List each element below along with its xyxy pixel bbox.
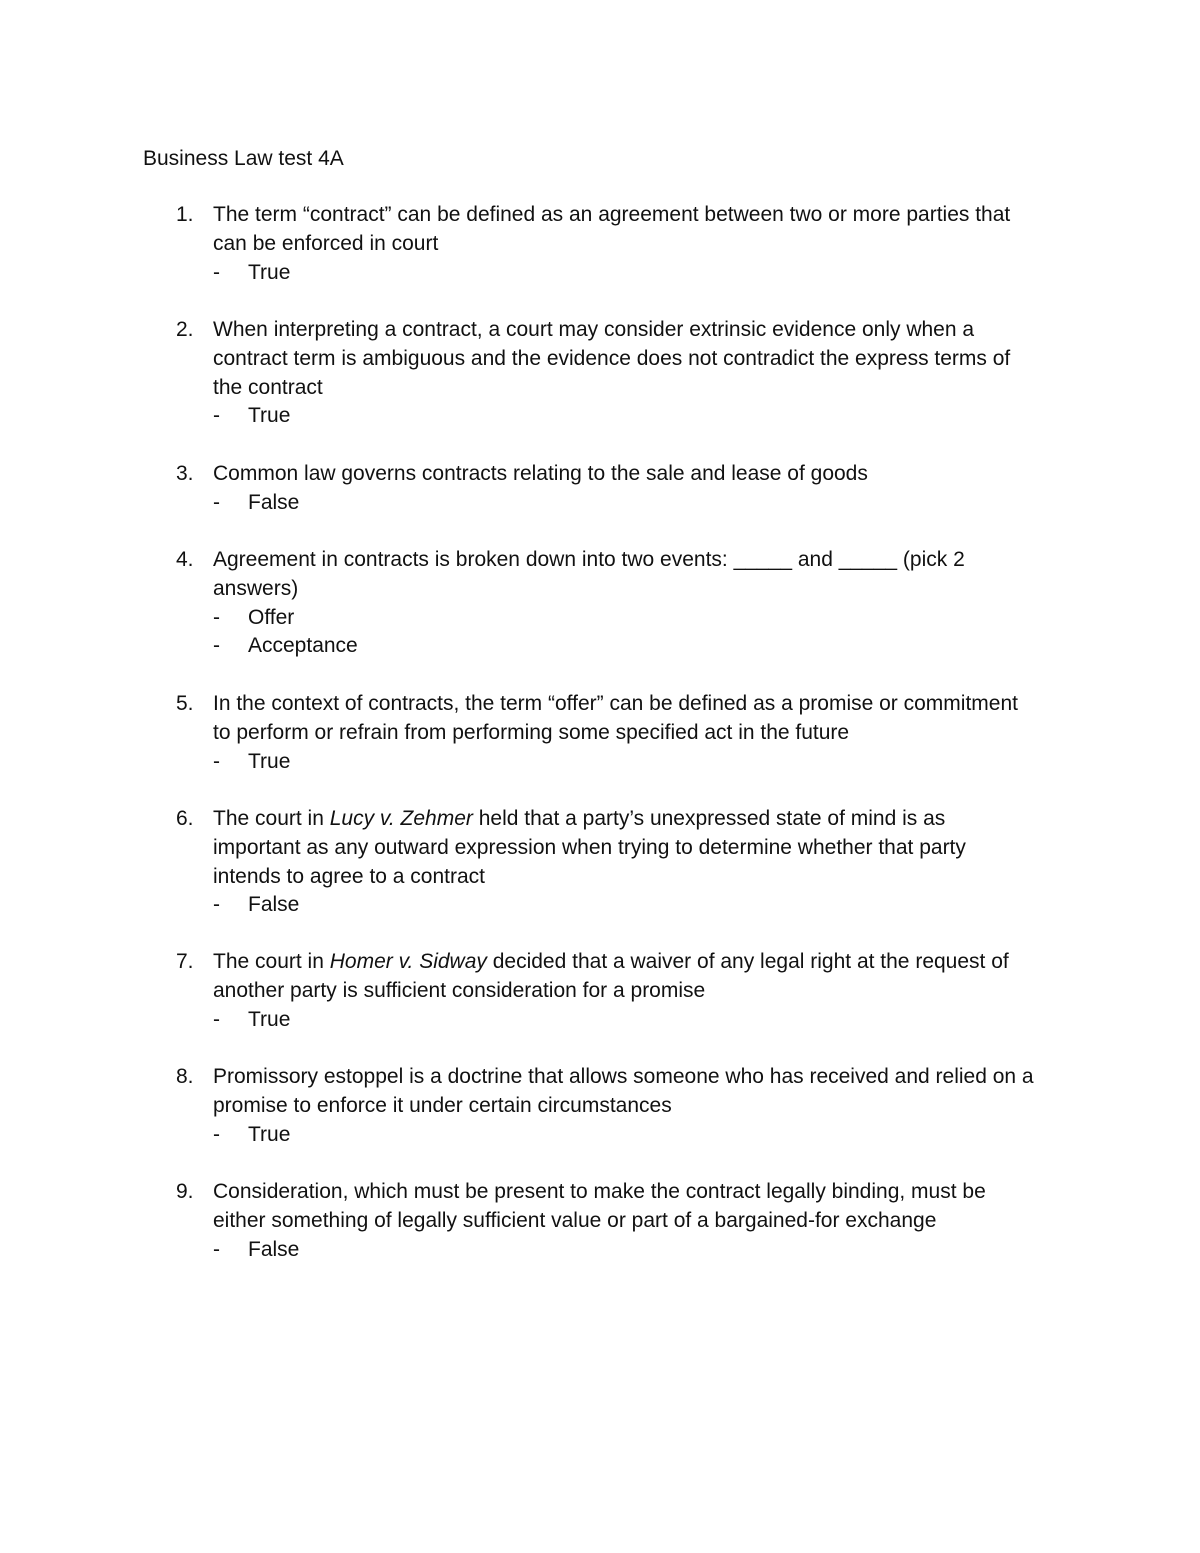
answer-text: False — [248, 490, 300, 514]
answer-item — [0, 1236, 1200, 1265]
answer-list — [0, 1006, 1200, 1035]
question-text — [213, 201, 1083, 259]
question-text-segment: held that a party’s unexpressed state of mind is as — [472, 807, 946, 830]
question-text-line: the contract — [213, 375, 323, 399]
answer-list — [0, 259, 1200, 288]
answer-item — [0, 632, 1200, 661]
answer-item — [0, 891, 1200, 920]
question-text — [213, 460, 1083, 489]
answer-item — [0, 748, 1200, 777]
answer-list — [0, 489, 1200, 518]
question-text-line: Agreement in contracts is broken down into two events: _____ and _____ (pick 2 — [213, 548, 965, 571]
answer-item — [0, 259, 1200, 288]
answer-list — [0, 1236, 1200, 1265]
document-title: Business Law test 4A — [143, 147, 344, 170]
answer-item — [0, 489, 1200, 518]
answer-list — [0, 1121, 1200, 1150]
bullet-dash: - — [213, 749, 220, 773]
answer-text: True — [248, 1122, 291, 1146]
answer-list — [0, 891, 1200, 920]
question-text — [213, 805, 1083, 891]
bullet-dash: - — [213, 260, 220, 284]
bullet-dash: - — [213, 404, 220, 428]
answer-list — [0, 402, 1200, 431]
question-text-line: In the context of contracts, the term “offer” can be defined as a promise or commitment — [213, 692, 1018, 715]
question-text-line: When interpreting a contract, a court may consider extrinsic evidence only when a — [213, 318, 975, 341]
question-text — [213, 948, 1083, 1006]
question-number: 6. — [176, 807, 194, 830]
question-text-line — [213, 948, 1083, 977]
question-text-line: can be enforced in court — [213, 231, 439, 255]
question-number: 2. — [176, 318, 194, 341]
answer-item — [0, 604, 1200, 633]
answer-item — [0, 1121, 1200, 1150]
question-number: 1. — [176, 203, 194, 226]
answer-list — [0, 604, 1200, 662]
question-text-segment: The court in — [213, 807, 330, 830]
answer-text: True — [248, 1007, 291, 1031]
question-number: 7. — [176, 950, 194, 973]
answer-text: True — [248, 749, 291, 773]
answer-text: False — [248, 893, 300, 917]
bullet-dash: - — [213, 605, 220, 629]
question-text-line: answers) — [213, 576, 299, 600]
case-name: Lucy v. Zehmer — [329, 807, 473, 830]
answer-item — [0, 1006, 1200, 1035]
question-number: 9. — [176, 1180, 194, 1203]
case-name: Homer v. Sidway — [329, 950, 487, 973]
question-text-line: The term “contract” can be defined as an agreement between two or more parties that — [213, 203, 1011, 226]
question-text-line: intends to agree to a contract — [213, 864, 486, 888]
question-text-line: important as any outward expression when trying to determine whether that party — [213, 835, 966, 859]
question-number: 8. — [176, 1065, 194, 1088]
question-text — [213, 1063, 1083, 1121]
question-text-line: to perform or refrain from performing some specified act in the future — [213, 720, 850, 744]
question-text — [213, 546, 1083, 604]
question-text-segment: decided that a waiver of any legal right at the request of — [486, 950, 1009, 973]
bullet-dash: - — [213, 1007, 220, 1031]
question-text-line: another party is sufficient consideration for a promise — [213, 978, 706, 1002]
answer-list — [0, 748, 1200, 777]
question-text-line: either something of legally sufficient value or part of a bargained-for exchange — [213, 1208, 937, 1232]
question-number: 5. — [176, 692, 194, 715]
bullet-dash: - — [213, 893, 220, 917]
answer-text: Offer — [248, 605, 295, 629]
answer-text: True — [248, 404, 291, 428]
question-text-line: promise to enforce it under certain circumstances — [213, 1093, 672, 1117]
question-number: 3. — [176, 462, 194, 485]
question-text-line: Common law governs contracts relating to the sale and lease of goods — [213, 462, 868, 485]
bullet-dash: - — [213, 1237, 220, 1261]
question-text-segment: The court in — [213, 950, 330, 973]
question-text — [213, 690, 1083, 748]
answer-text: Acceptance — [248, 634, 358, 658]
question-text-line: Promissory estoppel is a doctrine that allows someone who has received and relied on a — [213, 1065, 1034, 1088]
question-text — [213, 316, 1083, 402]
question-text-line: Consideration, which must be present to make the contract legally binding, must be — [213, 1180, 986, 1203]
question-text-line — [213, 805, 1083, 834]
bullet-dash: - — [213, 490, 220, 514]
question-text — [213, 1178, 1083, 1236]
answer-text: False — [248, 1237, 300, 1261]
question-text-line: contract term is ambiguous and the evidence does not contradict the express terms of — [213, 346, 1011, 370]
answer-item — [0, 402, 1200, 431]
bullet-dash: - — [213, 634, 220, 658]
answer-text: True — [248, 260, 291, 284]
question-number: 4. — [176, 548, 194, 571]
bullet-dash: - — [213, 1122, 220, 1146]
